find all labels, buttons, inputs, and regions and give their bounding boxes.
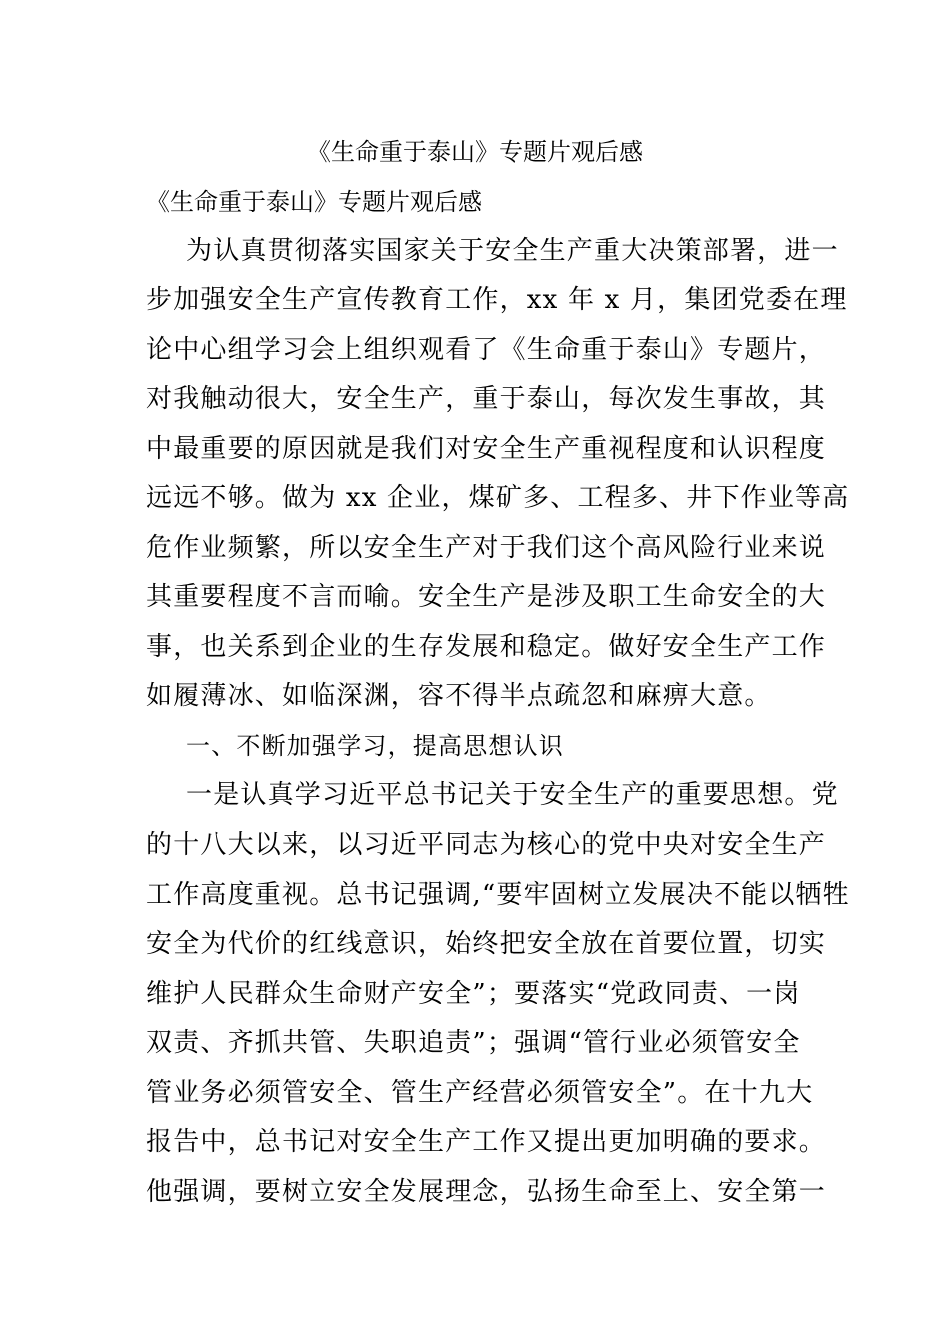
paragraph-line: 一是认真学习近平总书记关于安全生产的重要思想。党 — [186, 780, 839, 810]
paragraph-line: 如履薄冰、如临深渊，容不得半点疏忽和麻痹大意。 — [146, 681, 772, 711]
paragraph-line: 工作高度重视。总书记强调,“要牢固树立发展决不能以牺牲 — [146, 880, 850, 910]
paragraph-line: 他强调，要树立安全发展理念，弘扬生命至上、安全第一 — [146, 1177, 827, 1207]
paragraph-line: 安全为代价的红线意识，始终把安全放在首要位置，切实 — [146, 929, 827, 959]
document-title: 《生命重于泰山》专题片观后感 — [307, 138, 643, 166]
document-subtitle: 《生命重于泰山》专题片观后感 — [146, 188, 482, 216]
paragraph-line: 事，也关系到企业的生存发展和稳定。做好安全生产工作 — [146, 632, 827, 662]
paragraph-line: 远远不够。做为 xx 企业，煤矿多、工程多、井下作业等高 — [146, 483, 850, 513]
paragraph-line: 双责、齐抓共管、失职追责”；强调“管行业必须管安全 — [146, 1028, 801, 1058]
paragraph-line: 的十八大以来，以习近平同志为核心的党中央对安全生产 — [146, 830, 827, 860]
paragraph-line: 步加强安全生产宣传教育工作，xx 年 x 月，集团党委在理 — [146, 285, 848, 315]
paragraph-line: 对我触动很大，安全生产，重于泰山，每次发生事故，其 — [146, 384, 827, 414]
paragraph-line: 管业务必须管安全、管生产经营必须管安全”。在十九大 — [146, 1078, 814, 1108]
section-heading: 一、不断加强学习，提高思想认识 — [186, 732, 564, 760]
paragraph-line: 报告中，总书记对安全生产工作又提出更加明确的要求。 — [146, 1127, 827, 1157]
paragraph-line: 危作业频繁，所以安全生产对于我们这个高风险行业来说 — [146, 533, 827, 563]
paragraph-line: 中最重要的原因就是我们对安全生产重视程度和认识程度 — [146, 434, 827, 464]
paragraph-line: 维护人民群众生命财产安全”；要落实“党政同责、一岗 — [146, 979, 801, 1009]
paragraph-line: 论中心组学习会上组织观看了《生命重于泰山》专题片， — [146, 335, 827, 365]
paragraph-line: 其重要程度不言而喻。安全生产是涉及职工生命安全的大 — [146, 582, 827, 612]
paragraph-line: 为认真贯彻落实国家关于安全生产重大决策部署，进一 — [186, 236, 839, 266]
